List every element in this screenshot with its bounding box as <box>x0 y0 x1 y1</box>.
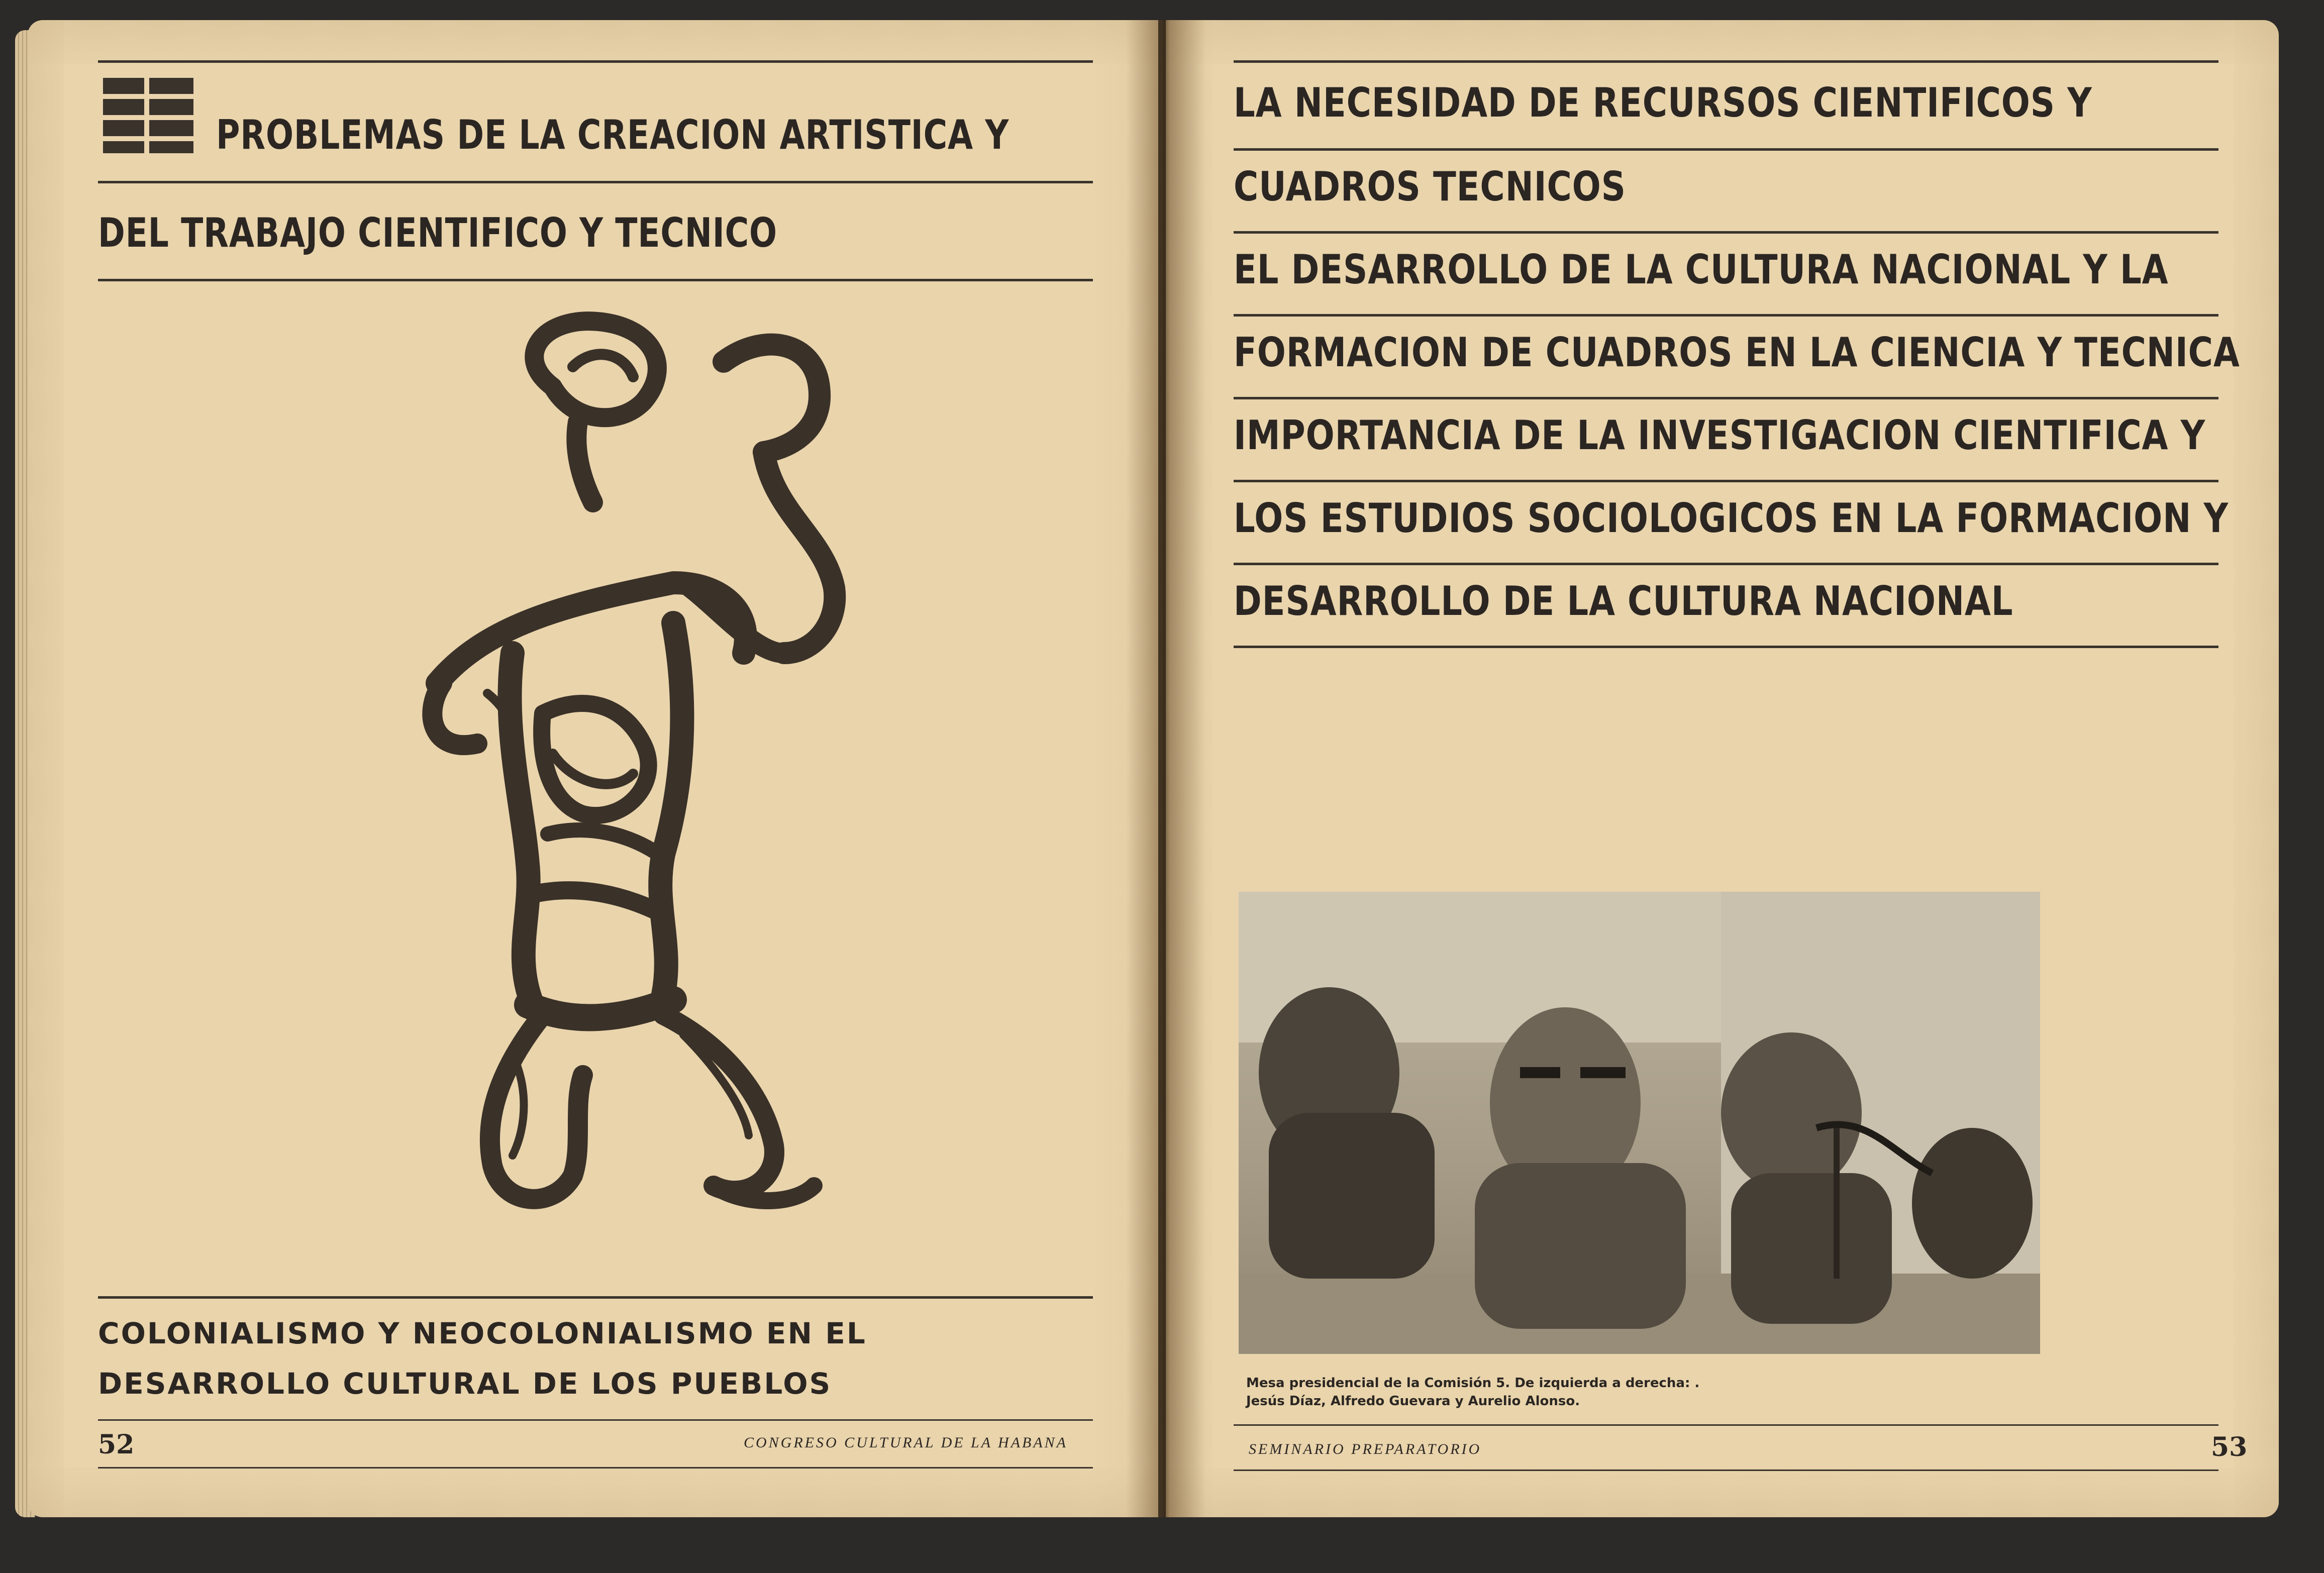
right-bottom-rule-1 <box>1234 1424 2218 1426</box>
book-gutter <box>1126 20 1206 1517</box>
left-bottom-rule-1 <box>98 1296 1093 1299</box>
left-headline-line1: PROBLEMAS DE LA CREACION ARTISTICA Y <box>216 112 1009 158</box>
right-headline-6: LOS ESTUDIOS SOCIOLOGICOS EN LA FORMACION Y <box>1234 495 2229 542</box>
right-headline-5: IMPORTANCIA DE LA INVESTIGACION CIENTIFICA Y <box>1234 412 2206 459</box>
right-bottom-rule-2 <box>1234 1470 2218 1471</box>
right-top-rule <box>1234 60 2218 63</box>
ink-figure-illustration <box>362 301 1035 1246</box>
right-headline-2: CUADROS TECNICOS <box>1234 163 1626 210</box>
left-bottom-rule-2 <box>98 1419 1093 1421</box>
right-headline-3: EL DESARROLLO DE LA CULTURA NACIONAL Y LA <box>1234 246 2169 293</box>
right-rule-4 <box>1234 397 2218 399</box>
left-headline-rule-2 <box>98 279 1093 281</box>
commission-photo <box>1239 892 2040 1354</box>
right-headline-1: LA NECESIDAD DE RECURSOS CIENTIFICOS Y <box>1234 79 2092 126</box>
left-running-head: CONGRESO CULTURAL DE LA HABANA <box>744 1434 1068 1451</box>
left-bottom-headline-line1: COLONIALISMO Y NEOCOLONIALISMO EN EL <box>98 1316 867 1350</box>
right-headline-4: FORMACION DE CUADROS EN LA CIENCIA Y TECNICA <box>1234 329 2240 376</box>
right-rule-2 <box>1234 231 2218 234</box>
caption-line2: Jesús Díaz, Alfredo Guevara y Aurelio Alonso. <box>1246 1394 1580 1409</box>
left-bottom-headline-line2: DESARROLLO CULTURAL DE LOS PUEBLOS <box>98 1367 832 1401</box>
right-rule-5 <box>1234 480 2218 482</box>
left-top-rule <box>98 60 1093 63</box>
right-rule-7 <box>1234 646 2218 648</box>
right-page-number: 53 <box>2211 1432 2248 1462</box>
right-rule-3 <box>1234 314 2218 317</box>
left-headline-rule-1 <box>98 181 1093 183</box>
left-page-number: 52 <box>98 1429 135 1460</box>
right-headline-7: DESARROLLO DE LA CULTURA NACIONAL <box>1234 578 2013 624</box>
photo-caption <box>1246 1374 1699 1410</box>
left-headline-line2: DEL TRABAJO CIENTIFICO Y TECNICO <box>98 209 777 256</box>
congress-logo-icon <box>103 78 193 153</box>
right-rule-1 <box>1234 148 2218 151</box>
left-bottom-rule-3 <box>98 1467 1093 1469</box>
right-rule-6 <box>1234 563 2218 565</box>
caption-line1: Mesa presidencial de la Comisión 5. De izquierda a derecha: . <box>1246 1376 1700 1391</box>
right-running-head: SEMINARIO PREPARATORIO <box>1249 1441 1482 1457</box>
